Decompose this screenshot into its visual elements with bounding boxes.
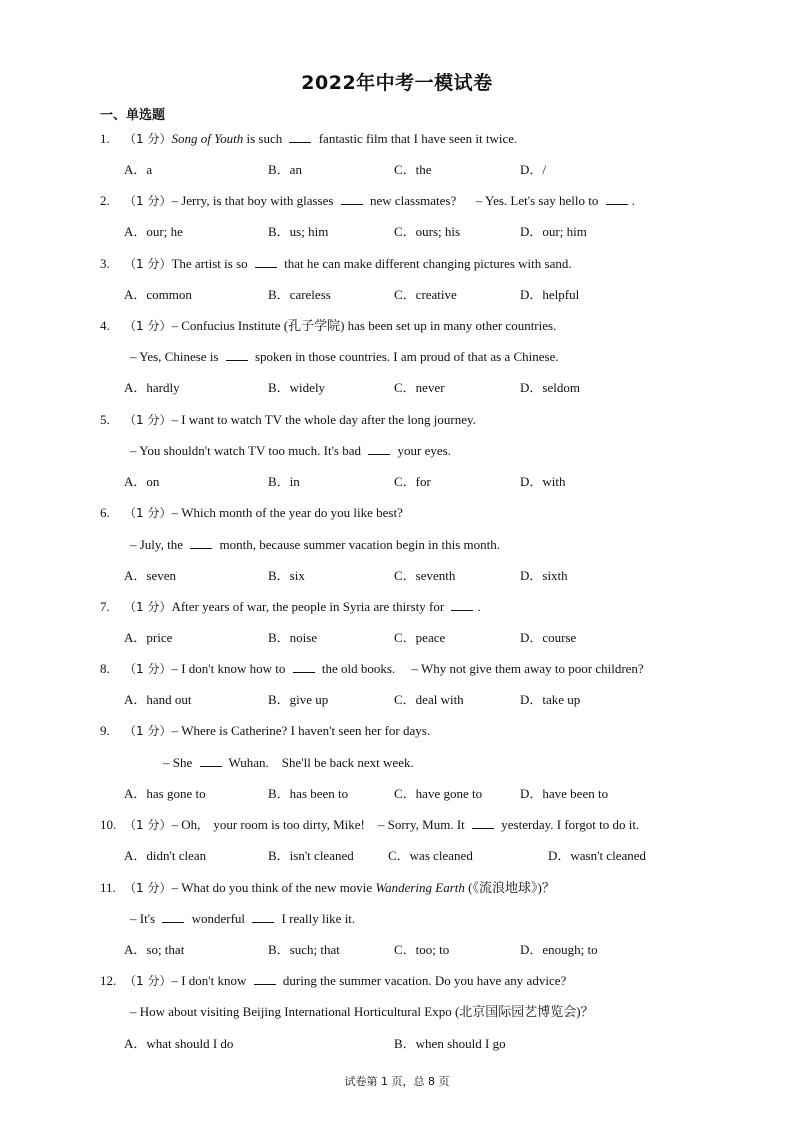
question-9-option-c[interactable]: C．have gone to — [394, 786, 483, 801]
question-text: . — [477, 599, 481, 614]
question-text: your eyes. — [394, 443, 451, 458]
question-text: – Yes, Chinese is — [130, 349, 222, 364]
question-6-option-b[interactable]: B．six — [268, 568, 305, 583]
question-text: – July, the — [130, 537, 187, 552]
question-number: 3. — [100, 256, 110, 271]
question-text: – Where is Catherine? I haven't seen her for days. — [171, 723, 431, 738]
question-8-option-b[interactable]: B．give up — [268, 692, 329, 707]
question-12-option-b[interactable]: B．when should I go — [394, 1036, 506, 1051]
question-4-option-c[interactable]: C．never — [394, 380, 445, 395]
question-number: 11. — [100, 880, 116, 895]
question-5-line-2 — [130, 443, 451, 459]
blank-underline — [341, 194, 363, 205]
question-text: – Confucius Institute (孔子学院) has been set up in many other countries. — [171, 318, 557, 333]
blank-underline — [451, 600, 473, 611]
question-7-option-a[interactable]: A．price — [124, 630, 173, 645]
question-11-line-1 — [100, 880, 555, 896]
question-text: – You shouldn't watch TV too much. It's bad — [130, 443, 365, 458]
question-number: 1. — [100, 131, 110, 146]
blank-underline — [289, 132, 311, 143]
question-8-line-1 — [100, 661, 644, 677]
question-text: – Oh, your room is too dirty, Mike! – Sorry, Mum. It — [171, 817, 469, 832]
question-text: new classmates? – Yes. Let's say hello to — [366, 193, 602, 208]
question-text: is such — [243, 131, 286, 146]
question-10-option-b[interactable]: B．isn't cleaned — [268, 848, 354, 863]
question-number: 2. — [100, 193, 110, 208]
question-score: （1 分） — [124, 881, 172, 895]
question-score: （1 分） — [124, 194, 172, 208]
question-8-option-c[interactable]: C．deal with — [394, 692, 464, 707]
question-9-option-a[interactable]: A．has gone to — [124, 786, 206, 801]
question-text: I really like it. — [278, 911, 356, 926]
question-11-option-c[interactable]: C．too; to — [394, 942, 450, 957]
question-2-line-1 — [100, 193, 635, 209]
question-4-option-a[interactable]: A．hardly — [124, 380, 180, 395]
question-4-option-d[interactable]: D．seldom — [520, 380, 580, 395]
question-10-option-c[interactable]: C．was cleaned — [388, 848, 473, 863]
question-12-line-1 — [100, 973, 566, 989]
question-text: The artist is so — [171, 256, 251, 271]
question-text: month, because summer vacation begin in this month. — [216, 537, 500, 552]
question-3-option-b[interactable]: B．careless — [268, 287, 331, 302]
question-6-option-d[interactable]: D．sixth — [520, 568, 568, 583]
question-score: （1 分） — [124, 818, 172, 832]
question-score: （1 分） — [124, 132, 172, 146]
question-8-option-a[interactable]: A．hand out — [124, 692, 192, 707]
question-11-line-2 — [130, 911, 355, 927]
question-number: 9. — [100, 723, 110, 738]
italic-title: Song of Youth — [171, 131, 244, 146]
question-number: 8. — [100, 661, 110, 676]
page-footer: 试卷第 1 页，总 8 页 — [344, 1075, 450, 1088]
question-score: （1 分） — [124, 600, 172, 614]
question-4-option-b[interactable]: B．widely — [268, 380, 326, 395]
question-number: 7. — [100, 599, 110, 614]
question-5-option-a[interactable]: A．on — [124, 474, 160, 489]
question-text: – What do you think of the new movie — [171, 880, 376, 895]
question-11-option-a[interactable]: A．so; that — [124, 942, 185, 957]
question-12-line-2 — [130, 1004, 594, 1020]
question-score: （1 分） — [124, 257, 172, 271]
question-text: wonderful — [188, 911, 249, 926]
question-text: – I want to watch TV the whole day after the long journey. — [171, 412, 476, 427]
question-text: – It's — [130, 911, 159, 926]
question-5-option-b[interactable]: B．in — [268, 474, 300, 489]
question-1-line-1 — [100, 131, 517, 147]
question-9-option-d[interactable]: D．have been to — [520, 786, 609, 801]
question-7-option-d[interactable]: D．course — [520, 630, 577, 645]
question-text: – How about visiting Beijing International Horticultural Expo (北京国际园艺博览会)？ — [130, 1004, 594, 1019]
question-2-option-a[interactable]: A．our; he — [124, 224, 183, 239]
question-5-option-d[interactable]: D．with — [520, 474, 566, 489]
question-text: yesterday. I forgot to do it. — [498, 817, 640, 832]
question-text: spoken in those countries. I am proud of that as a Chinese. — [251, 349, 559, 364]
question-text: that he can make different changing pictures with sand. — [280, 256, 572, 271]
question-4-line-2 — [130, 349, 559, 365]
question-text: – I don't know how to — [171, 661, 289, 676]
question-2-option-b[interactable]: B．us; him — [268, 224, 329, 239]
question-5-option-c[interactable]: C．for — [394, 474, 431, 489]
question-text: fantastic film that I have seen it twice. — [315, 131, 518, 146]
exam-title: 2022年中考一模试卷 — [301, 72, 493, 94]
question-score: （1 分） — [124, 974, 172, 988]
question-9-option-b[interactable]: B．has been to — [268, 786, 349, 801]
blank-underline — [162, 912, 184, 923]
question-text: during the summer vacation. Do you have any advice? — [279, 973, 567, 988]
question-number: 5. — [100, 412, 110, 427]
question-7-option-b[interactable]: B．noise — [268, 630, 318, 645]
question-10-option-a[interactable]: A．didn't clean — [124, 848, 207, 863]
question-3-option-a[interactable]: A．common — [124, 287, 192, 302]
question-7-option-c[interactable]: C．peace — [394, 630, 446, 645]
question-score: （1 分） — [124, 662, 172, 676]
question-7-line-1 — [100, 599, 481, 615]
blank-underline — [190, 538, 212, 549]
question-text: – Which month of the year do you like best? — [171, 505, 403, 520]
question-score: （1 分） — [124, 724, 172, 738]
question-6-option-a[interactable]: A．seven — [124, 568, 176, 583]
question-4-line-1 — [100, 318, 556, 334]
question-10-option-d[interactable]: D．wasn't cleaned — [548, 848, 647, 863]
question-10-line-1 — [100, 817, 639, 833]
question-3-line-1 — [100, 256, 572, 272]
question-2-option-c[interactable]: C．ours; his — [394, 224, 461, 239]
question-6-option-c[interactable]: C．seventh — [394, 568, 456, 583]
question-1-option-c[interactable]: C．the — [394, 162, 432, 177]
question-1-option-b[interactable]: B．an — [268, 162, 302, 177]
question-number: 6. — [100, 505, 110, 520]
question-9-line-1 — [100, 723, 430, 739]
question-text: – She — [163, 755, 196, 770]
question-text: – I don't know — [171, 973, 250, 988]
question-3-option-c[interactable]: C．creative — [394, 287, 457, 302]
italic-title: Wandering Earth — [375, 880, 465, 895]
question-text: . — [631, 193, 635, 208]
blank-underline — [200, 756, 222, 767]
question-11-option-b[interactable]: B．such; that — [268, 942, 340, 957]
question-2-option-d[interactable]: D．our; him — [520, 224, 587, 239]
section-heading: 一、单选题 — [100, 108, 166, 123]
blank-underline — [606, 194, 628, 205]
blank-underline — [226, 350, 248, 361]
question-5-line-1 — [100, 412, 476, 428]
question-score: （1 分） — [124, 506, 172, 520]
question-1-option-d[interactable]: D．/ — [520, 162, 547, 177]
question-6-line-2 — [130, 537, 500, 553]
blank-underline — [255, 257, 277, 268]
question-1-option-a[interactable]: A．a — [124, 162, 153, 177]
question-text: After years of war, the people in Syria are thirsty for — [171, 599, 448, 614]
question-11-option-d[interactable]: D．enough; to — [520, 942, 598, 957]
question-3-option-d[interactable]: D．helpful — [520, 287, 580, 302]
question-9-line-2 — [163, 755, 414, 771]
question-text: the old books. – Why not give them away to poor children? — [318, 661, 644, 676]
question-text: – Jerry, is that boy with glasses — [171, 193, 337, 208]
question-text: (《流浪地球》)？ — [464, 880, 555, 895]
blank-underline — [368, 444, 390, 455]
question-number: 4. — [100, 318, 110, 333]
question-6-line-1 — [100, 505, 403, 521]
question-number: 10. — [100, 817, 117, 832]
question-score: （1 分） — [124, 413, 172, 427]
question-number: 12. — [100, 973, 117, 988]
question-8-option-d[interactable]: D．take up — [520, 692, 581, 707]
question-score: （1 分） — [124, 319, 172, 333]
blank-underline — [293, 662, 315, 673]
question-12-option-a[interactable]: A．what should I do — [124, 1036, 234, 1051]
blank-underline — [472, 818, 494, 829]
blank-underline — [254, 974, 276, 985]
question-text: Wuhan. She'll be back next week. — [225, 755, 414, 770]
blank-underline — [252, 912, 274, 923]
